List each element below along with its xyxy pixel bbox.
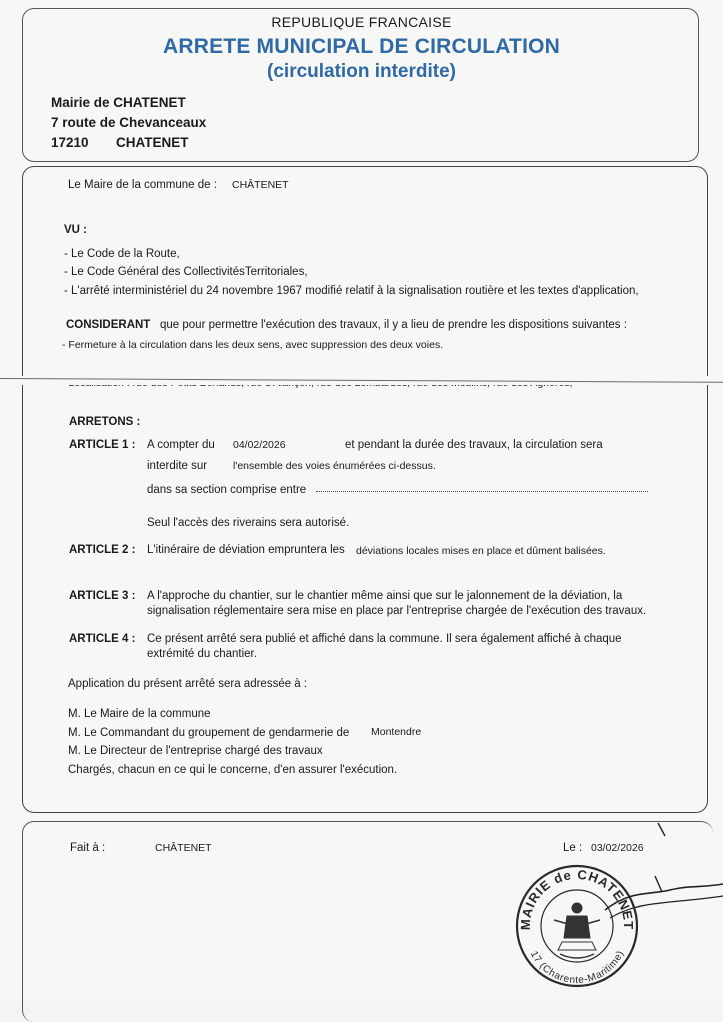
seal-emblem-icon: [554, 903, 600, 958]
article1-scope: l'ensemble des voies énumérées ci-dessus.: [233, 460, 436, 472]
document-subtitle: (circulation interdite): [267, 61, 456, 82]
considerant-text: que pour permettre l'exécution des travaux, il y a lieu de prendre les dispositions suivantes :: [160, 319, 627, 331]
article1-text1: et pendant la durée des travaux, la circulation sera: [345, 439, 603, 451]
recipient-gendarmerie: M. Le Commandant du groupement de gendarmerie de: [68, 727, 350, 739]
republic-label: REPUBLIQUE FRANCAISE: [271, 14, 452, 30]
stamp-top-text: MAIRIE de CHATENET: [517, 866, 637, 931]
dotted-fill-line: [316, 491, 648, 492]
vu-heading: VU :: [64, 224, 87, 236]
date-label: Le :: [563, 842, 583, 854]
article4-line1: Ce présent arrêté sera publié et affiché dans la commune. Il sera également affiché à chaque: [147, 633, 622, 645]
article4-label: ARTICLE 4 :: [69, 633, 136, 645]
article2-text: L'itinéraire de déviation empruntera les: [147, 544, 345, 556]
considerant-heading: CONSIDERANT: [66, 319, 151, 331]
article1-text3: dans sa section comprise entre: [147, 484, 307, 496]
recipient-mayor: M. Le Maire de la commune: [68, 708, 211, 720]
signature-tick-mark: [656, 822, 668, 838]
intro-label: Le Maire de la commune de :: [68, 179, 217, 191]
considerant-detail: - Fermeture à la circulation dans les deux sens, avec suppression des deux voies.: [62, 339, 444, 351]
article1-label: ARTICLE 1 :: [69, 439, 136, 451]
fait-label: Fait à :: [70, 842, 106, 854]
recipient-company: M. Le Directeur de l'entreprise chargé des travaux: [68, 745, 323, 757]
article3-line2: signalisation réglementaire sera mise en place par l'entreprise chargée de l'exécution des travaux.: [147, 605, 647, 617]
mayor-signature: [600, 870, 723, 930]
article3-line1: A l'approche du chantier, sur le chantier même ainsi que sur le jalonnement de la déviation, la: [147, 590, 623, 602]
document-title: ARRETE MUNICIPAL DE CIRCULATION: [162, 35, 561, 58]
article1-text4: Seul l'accès des riverains sera autorisé.: [147, 517, 350, 529]
article2-label: ARTICLE 2 :: [69, 544, 136, 556]
vu-item: - L'arrêté interministériel du 24 novembre 1967 modifié relatif à la signalisation routière et les textes d'application,: [64, 285, 639, 297]
svg-text:17 (Charente-Maritime): [527, 950, 626, 987]
mairie-street: 7 route de Chevanceaux: [51, 115, 207, 130]
article1-date: 04/02/2026: [233, 439, 286, 451]
vu-item: - Le Code de la Route,: [64, 248, 180, 260]
arretons-heading: ARRETONS :: [69, 416, 141, 428]
stamp-bottom-text: 17 (Charente-Maritime): [527, 949, 627, 987]
intro-commune: CHÂTENET: [232, 179, 289, 191]
article3-label: ARTICLE 3 :: [69, 590, 136, 602]
mairie-postcode: 17210: [51, 135, 89, 150]
vu-item: - Le Code Général des CollectivitésTerritoriales,: [64, 266, 308, 278]
article1-text2: interdite sur: [147, 460, 208, 472]
fait-value: CHÂTENET: [155, 842, 212, 854]
closing-text: Chargés, chacun en ce qui le concerne, d'en assurer l'exécution.: [68, 764, 398, 776]
article4-line2: extrémité du chantier.: [147, 648, 257, 660]
mairie-city: CHATENET: [116, 135, 189, 150]
article1-prefix: A compter du: [147, 439, 215, 451]
date-value: 03/02/2026: [591, 842, 644, 854]
application-heading: Application du présent arrêté sera adressée à :: [68, 678, 308, 690]
article2-value: déviations locales mises en place et dûment balisées.: [356, 545, 606, 557]
gendarmerie-location: Montendre: [371, 726, 422, 738]
mairie-name: Mairie de CHATENET: [51, 95, 186, 110]
